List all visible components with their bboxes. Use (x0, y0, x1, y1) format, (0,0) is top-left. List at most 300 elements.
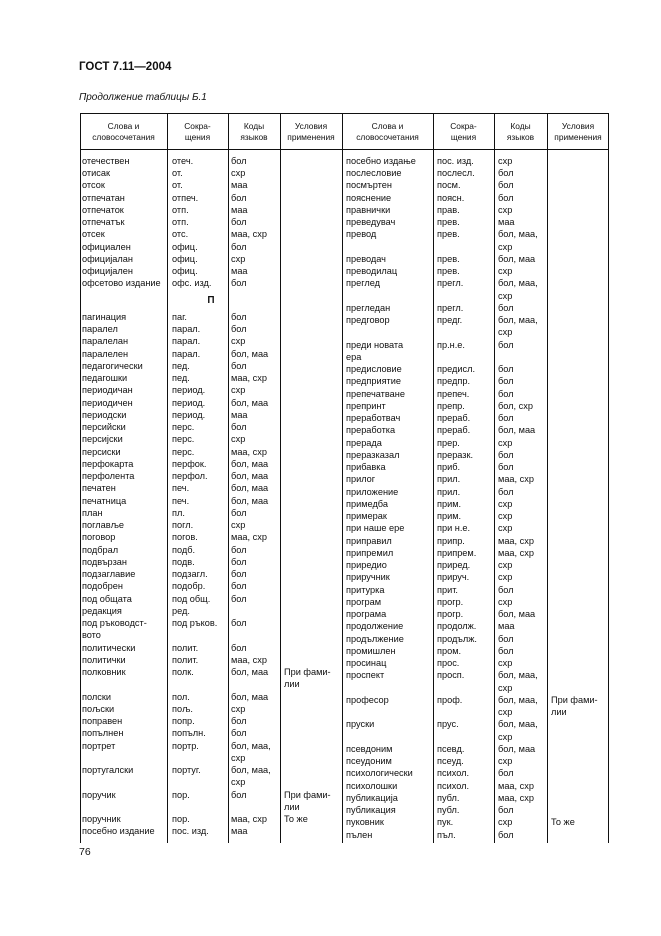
cell-cond: лии (284, 801, 300, 812)
cell-abbr: период. (172, 385, 206, 396)
cell-word (342, 290, 433, 302)
cell-codes: бол (231, 217, 247, 228)
table-row (80, 348, 342, 360)
cell-word: преводач (346, 253, 386, 264)
table-row (80, 323, 342, 335)
cell-abbr: печ. (172, 495, 190, 506)
cell-abbr (433, 706, 494, 718)
cell-codes: бол, маа, (231, 740, 271, 751)
cell-word: пагинация (82, 311, 127, 322)
cell-abbr: препр. (437, 400, 465, 411)
table-row (342, 816, 609, 828)
cell-codes: бол (498, 633, 514, 644)
header-abbreviations (167, 114, 228, 150)
cell-word: прегледан (346, 302, 391, 313)
cell-codes: схр (498, 731, 513, 742)
cell-codes: маа, схр (498, 792, 534, 803)
table-row (342, 584, 609, 596)
table-row (342, 400, 609, 412)
cell-word: поглавље (82, 520, 125, 531)
cell-codes: схр (498, 658, 513, 669)
cell-abbr: пор. (172, 789, 190, 800)
table-row (342, 253, 609, 265)
cell-word (342, 706, 433, 718)
cell-word: пруски (346, 719, 375, 730)
cell-abbr: прераб. (437, 425, 471, 436)
table-row (80, 192, 342, 204)
table-row (80, 216, 342, 228)
cell-word: официјален (82, 266, 133, 277)
table-row (80, 458, 342, 470)
table-row (80, 813, 342, 825)
table-row (342, 375, 609, 387)
cell-cond (547, 633, 609, 645)
cell-abbr (167, 776, 228, 788)
cell-abbr: паг. (172, 311, 187, 322)
cell-abbr: припр. (437, 535, 465, 546)
cell-word: препринт (346, 400, 386, 411)
cell-codes: схр (498, 155, 513, 166)
table-row (80, 617, 342, 629)
cell-cond (280, 825, 342, 837)
table-row (80, 531, 342, 543)
table-row (342, 522, 609, 534)
cell-word: перфокарта (82, 458, 134, 469)
cell-word: пълен (346, 829, 373, 840)
cell-cond (547, 228, 609, 240)
cell-word: програм (346, 596, 382, 607)
table-row (80, 568, 342, 580)
cell-codes: схр (231, 253, 246, 264)
cell-cond (280, 421, 342, 433)
cell-abbr: пос. изд. (172, 826, 209, 837)
cell-codes: бол (498, 192, 514, 203)
cell-cond (547, 241, 609, 253)
cell-word: посебно издање (346, 155, 416, 166)
cell-cond (547, 388, 609, 400)
cell-word: професор (346, 694, 389, 705)
cell-word: отпечатан (82, 192, 125, 203)
cell-abbr: парал. (172, 336, 201, 347)
cell-cond: При фами- (551, 694, 598, 705)
cell-abbr: парал. (172, 324, 201, 335)
table-row (80, 446, 342, 458)
cell-codes: бол (231, 642, 247, 653)
cell-codes: бол, маа (231, 495, 269, 506)
cell-codes: бол (231, 324, 247, 335)
table-row (342, 559, 609, 571)
cell-codes: бол (498, 486, 514, 497)
cell-abbr (433, 326, 494, 338)
cell-cond (280, 335, 342, 347)
cell-codes: бол, маа, (498, 278, 538, 289)
cell-abbr: продълж. (437, 633, 477, 644)
cell-cond (280, 507, 342, 519)
cell-codes: бол (498, 768, 514, 779)
table-row (80, 335, 342, 347)
cell-cond (547, 743, 609, 755)
cell-word: публикација (346, 792, 398, 803)
cell-abbr: пол. (172, 691, 190, 702)
cell-abbr: подобр. (172, 581, 206, 592)
cell-codes: бол, маа (231, 471, 269, 482)
cell-cond (280, 323, 342, 335)
cell-cond (280, 409, 342, 421)
cell-codes: маа (231, 266, 248, 277)
cell-abbr (167, 801, 228, 813)
cell-cond (547, 253, 609, 265)
cell-cond (280, 397, 342, 409)
cell-codes: схр (231, 703, 246, 714)
table-row (342, 216, 609, 228)
cell-cond: лии (284, 679, 300, 690)
cell-word: прилог (346, 474, 376, 485)
table-row (80, 727, 342, 739)
cell-abbr: пед. (172, 360, 190, 371)
table-row (342, 645, 609, 657)
cell-cond (547, 412, 609, 424)
cell-word: периодичен (82, 397, 133, 408)
table-row (342, 155, 609, 167)
cell-abbr: ред. (172, 605, 190, 616)
cell-word: просинац (346, 658, 387, 669)
cell-word: отсек (82, 229, 105, 240)
cell-abbr: проф. (437, 694, 463, 705)
cell-cond (280, 311, 342, 323)
header-abbreviations (433, 114, 494, 150)
cell-abbr: период. (172, 409, 206, 420)
table-row (80, 372, 342, 384)
cell-abbr (167, 629, 228, 641)
cell-cond (547, 829, 609, 841)
cell-codes: бол, маа, (498, 315, 538, 326)
table-row (342, 228, 609, 240)
cell-cond (280, 544, 342, 556)
table-row (342, 167, 609, 179)
cell-cond (547, 167, 609, 179)
cell-cond (280, 519, 342, 531)
cell-cond (280, 241, 342, 253)
cell-codes: маа, схр (498, 547, 534, 558)
cell-cond (547, 755, 609, 767)
table-row (342, 388, 609, 400)
table-row (80, 544, 342, 556)
cell-cond (280, 776, 342, 788)
header-words-line: Слова и (371, 121, 404, 131)
table-row (342, 743, 609, 755)
cell-word: персийски (82, 422, 126, 433)
cell-abbr: просп. (437, 670, 465, 681)
table-row (80, 470, 342, 482)
cell-word: преработка (346, 425, 396, 436)
table-row (80, 703, 342, 715)
cell-abbr: полит. (172, 654, 199, 665)
table-row (80, 666, 342, 678)
cell-codes: бол, маа, (498, 229, 538, 240)
cell-codes: бол (498, 645, 514, 656)
cell-abbr: прегл. (437, 278, 464, 289)
table-row (342, 706, 609, 718)
cell-codes: бол (498, 168, 514, 179)
cell-cond (280, 568, 342, 580)
cell-abbr (433, 351, 494, 363)
cell-cond: При фами- (284, 789, 331, 800)
cell-codes: схр (498, 560, 513, 571)
cell-codes: бол, маа, (498, 694, 538, 705)
cell-word: превод (346, 229, 377, 240)
cell-word: приредио (346, 560, 387, 571)
header-abbreviations-line: Сокра- (184, 121, 211, 131)
table-row (342, 535, 609, 547)
cell-cond (547, 375, 609, 387)
cell-codes: бол (231, 618, 247, 629)
table-row (80, 311, 342, 323)
table-row (342, 314, 609, 326)
cell-codes: схр (498, 498, 513, 509)
cell-abbr: пос. изд. (437, 155, 474, 166)
cell-abbr: публ. (437, 805, 460, 816)
cell-codes: бол (498, 180, 514, 191)
cell-codes: схр (498, 511, 513, 522)
cell-codes: бол (498, 584, 514, 595)
cell-word: офсетово издание (82, 278, 161, 289)
cell-word: поправен (82, 716, 123, 727)
cell-word: преглед (346, 278, 380, 289)
cell-word (80, 776, 167, 788)
cell-cond (280, 703, 342, 715)
cell-codes: схр (498, 682, 513, 693)
cell-word: псеудоним (346, 756, 392, 767)
cell-cond (280, 482, 342, 494)
cell-codes: схр (498, 327, 513, 338)
cell-abbr: прус. (437, 719, 459, 730)
table-row (342, 339, 609, 351)
table-row (80, 580, 342, 592)
cell-codes: схр (498, 756, 513, 767)
cell-cond (280, 715, 342, 727)
cell-codes: бол (231, 728, 247, 739)
table-row (342, 290, 609, 302)
cell-abbr: прегл. (437, 302, 464, 313)
cell-word: посебно издание (82, 826, 155, 837)
cell-codes: бол (231, 422, 247, 433)
cell-cond (547, 510, 609, 522)
cell-abbr: пор. (172, 814, 190, 825)
cell-word: преводилац (346, 266, 398, 277)
cell-word: проспект (346, 670, 385, 681)
table-row (342, 510, 609, 522)
cell-abbr: прев. (437, 229, 460, 240)
cell-word: паралелан (82, 336, 129, 347)
cell-codes: бол (498, 388, 514, 399)
cell-abbr: от. (172, 168, 183, 179)
cell-word: подвързан (82, 556, 127, 567)
cell-abbr: психол. (437, 780, 470, 791)
cell-cond (280, 348, 342, 360)
cell-codes: бол (498, 339, 514, 350)
cell-codes: бол (231, 789, 247, 800)
cell-abbr: попр. (172, 716, 195, 727)
cell-codes: бол, маа, (231, 765, 271, 776)
header-language-codes (228, 114, 280, 150)
cell-abbr: при н.е. (437, 523, 471, 534)
table-row (342, 326, 609, 338)
cell-cond (547, 314, 609, 326)
cell-abbr: полит. (172, 642, 199, 653)
cell-cond (280, 654, 342, 666)
cell-cond (280, 265, 342, 277)
cell-word: продолжение (346, 621, 404, 632)
cell-abbr: погов. (172, 532, 198, 543)
table-row (80, 360, 342, 372)
section-letter: П (207, 294, 215, 306)
cell-codes: бол, маа (498, 609, 536, 620)
cell-abbr: период. (172, 397, 206, 408)
cell-abbr: портр. (172, 740, 199, 751)
cell-cond (280, 204, 342, 216)
header-language-codes (494, 114, 547, 150)
cell-cond (547, 192, 609, 204)
cell-abbr: прил. (437, 486, 461, 497)
cell-abbr: перс. (172, 434, 195, 445)
cell-codes: бол, схр (498, 400, 533, 411)
cell-codes: бол, маа (231, 348, 269, 359)
header-language-codes-line: Коды (243, 121, 265, 131)
cell-cond (280, 253, 342, 265)
table-row (342, 363, 609, 375)
cell-word: поручник (82, 814, 121, 825)
cell-word (342, 682, 433, 694)
cell-cond (547, 522, 609, 534)
cell-word (80, 678, 167, 690)
cell-word: портрет (82, 740, 116, 751)
cell-abbr: припрем. (437, 547, 477, 558)
header-abbreviations-line: Сокра- (450, 121, 477, 131)
header-conditions-line: применения (287, 132, 335, 142)
table-row (342, 571, 609, 583)
cell-codes: схр (498, 817, 513, 828)
table-row (342, 473, 609, 485)
table-row (342, 596, 609, 608)
cell-abbr: пед. (172, 373, 190, 384)
cell-codes (228, 801, 280, 813)
table-row (342, 498, 609, 510)
table-row (80, 397, 342, 409)
cell-abbr: перфок. (172, 458, 207, 469)
cell-codes: схр (498, 266, 513, 277)
cell-cond (547, 596, 609, 608)
table-row (342, 547, 609, 559)
table-row (342, 731, 609, 743)
cell-cond (280, 167, 342, 179)
cell-codes: маа (231, 409, 248, 420)
header-words-line: словосочетания (92, 132, 155, 142)
cell-abbr: перфол. (172, 471, 208, 482)
table-row (342, 682, 609, 694)
cell-abbr: публ. (437, 792, 460, 803)
cell-abbr: прил. (437, 474, 461, 485)
cell-word: предприятие (346, 376, 401, 387)
table-row (80, 228, 342, 240)
table-row (342, 657, 609, 669)
cell-abbr: предпр. (437, 376, 470, 387)
table-row (342, 204, 609, 216)
cell-word: отпечатък (82, 217, 125, 228)
cell-word: прибавка (346, 462, 386, 473)
cell-abbr: психол. (437, 768, 470, 779)
page-number: 76 (79, 846, 91, 858)
header-conditions (547, 114, 609, 150)
cell-word: официјалан (82, 253, 133, 264)
cell-word (342, 731, 433, 743)
cell-abbr: приред. (437, 560, 471, 571)
standard-title: ГОСТ 7.11—2004 (79, 61, 172, 73)
cell-word: подбрал (82, 544, 119, 555)
cell-cond (547, 351, 609, 363)
cell-codes (494, 351, 547, 363)
cell-cond: При фами- (284, 667, 331, 678)
header-language-codes-line: языков (240, 132, 268, 142)
cell-word: подобрен (82, 581, 123, 592)
cell-codes: схр (231, 336, 246, 347)
cell-codes: бол, маа (498, 253, 536, 264)
cell-cond (547, 620, 609, 632)
cell-cond (280, 617, 342, 629)
cell-codes: маа, схр (498, 474, 534, 485)
cell-codes: маа, схр (231, 532, 267, 543)
cell-codes: маа, схр (231, 373, 267, 384)
cell-word: примерак (346, 511, 387, 522)
cell-word: програма (346, 609, 387, 620)
cell-cond (547, 179, 609, 191)
cell-cond (547, 718, 609, 730)
cell-abbr (167, 752, 228, 764)
cell-codes: бол, маа, (498, 719, 538, 730)
cell-abbr: прит. (437, 584, 458, 595)
cell-word: персијски (82, 434, 123, 445)
cell-cond (547, 155, 609, 167)
table-row (342, 608, 609, 620)
cell-cond (547, 767, 609, 779)
cell-abbr: прев. (437, 266, 460, 277)
table-row (342, 277, 609, 289)
table-row (80, 179, 342, 191)
cell-word: подзаглавие (82, 569, 136, 580)
cell-cond (547, 645, 609, 657)
cell-word: посмъртен (346, 180, 392, 191)
table-row (342, 804, 609, 816)
cell-cond (547, 547, 609, 559)
cell-codes: бол (231, 360, 247, 371)
cell-codes: бол (231, 278, 247, 289)
table-row (80, 764, 342, 776)
cell-word: полковник (82, 667, 126, 678)
cell-word: ера (346, 351, 362, 362)
table-row (80, 715, 342, 727)
table-row (80, 277, 342, 289)
cell-abbr: приб. (437, 462, 461, 473)
table-row (80, 740, 342, 752)
cell-codes: маа, схр (231, 654, 267, 665)
cell-cond (280, 446, 342, 458)
cell-codes: бол, маа (498, 425, 536, 436)
cell-cond (280, 277, 342, 289)
cell-codes: маа (231, 180, 248, 191)
table-row (80, 519, 342, 531)
cell-cond (547, 424, 609, 436)
table-row (80, 752, 342, 764)
cell-codes: схр (498, 596, 513, 607)
